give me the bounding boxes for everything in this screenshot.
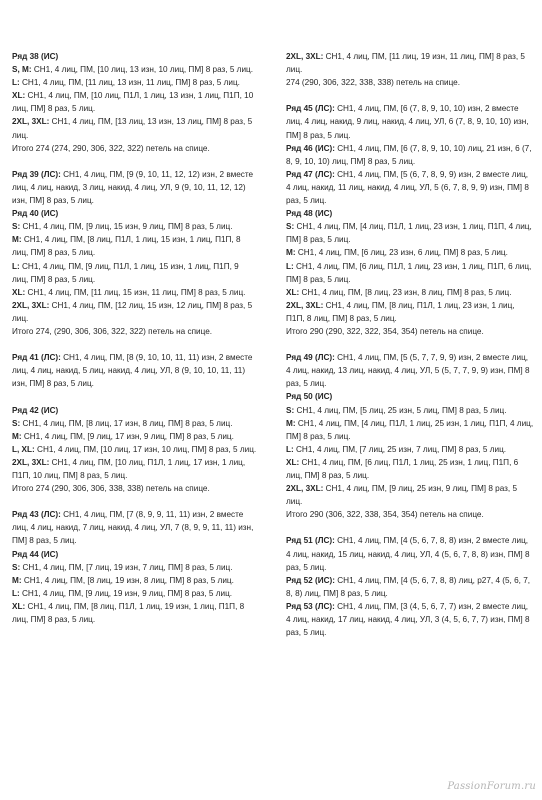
instruction-line bbox=[12, 142, 257, 155]
row-label: S: bbox=[12, 562, 21, 572]
row-label: M: bbox=[12, 235, 22, 245]
row-text: Итого 290 (290, 322, 322, 354, 354) петель на спице. bbox=[286, 326, 484, 336]
instruction-line bbox=[12, 443, 257, 456]
row-text: СН1, 4 лиц, ПМ, [5 лиц, 25 изн, 5 лиц, ПМ] 8 раз, 5 лиц. bbox=[294, 405, 507, 415]
row-text: 274 (290, 306, 322, 338, 338) петель на спице. bbox=[286, 78, 461, 88]
row-label: XL: bbox=[12, 91, 26, 101]
instruction-line bbox=[12, 587, 257, 600]
instruction-line bbox=[286, 600, 534, 639]
row-label: M: bbox=[12, 575, 22, 585]
instruction-block bbox=[12, 168, 257, 338]
row-label: L: bbox=[12, 588, 20, 598]
row-label: XL: bbox=[12, 287, 26, 297]
instruction-block bbox=[286, 534, 534, 639]
instruction-line bbox=[12, 63, 257, 76]
row-text: СН1, 4 лиц, ПМ, [9 лиц, 19 изн, 9 лиц, ПМ] 8 раз, 5 лиц. bbox=[19, 588, 233, 598]
row-label: 2XL, 3XL: bbox=[12, 117, 50, 127]
instruction-line bbox=[12, 430, 257, 443]
instruction-line bbox=[12, 325, 257, 338]
instruction-block bbox=[286, 50, 534, 89]
row-text: СН1, 4 лиц, ПМ, [9 лиц, П1Л, 1 лиц, 15 изн, 1 лиц, П1П, 9 лиц, ПМ] 8 раз, 5 лиц. bbox=[12, 261, 239, 284]
instruction-line bbox=[12, 482, 257, 495]
instruction-line bbox=[286, 508, 534, 521]
row-label: M: bbox=[286, 418, 296, 428]
instruction-line bbox=[286, 482, 534, 508]
row-label: XL: bbox=[286, 287, 300, 297]
instruction-block bbox=[12, 508, 257, 626]
row-label: Ряд 52 (ИС): bbox=[286, 575, 335, 585]
row-text: СН1, 4 лиц, ПМ, [8 лиц, П1Л, 1 лиц, 23 изн, 1 лиц, П1П, 8 лиц, ПМ] 8 раз, 5 лиц. bbox=[286, 300, 515, 323]
instruction-line bbox=[286, 76, 534, 89]
row-label: 2XL, 3XL: bbox=[286, 300, 324, 310]
row-label: Ряд 38 (ИС) bbox=[12, 52, 59, 61]
row-text: СН1, 4 лиц, ПМ, [10 лиц, 17 изн, 10 лиц, ПМ] 8 раз, 5 лиц. bbox=[34, 444, 257, 454]
instruction-line bbox=[286, 417, 534, 443]
instruction-line bbox=[286, 286, 534, 299]
row-label: L, XL: bbox=[12, 444, 35, 454]
row-label: 2XL, 3XL: bbox=[286, 52, 324, 61]
instruction-line bbox=[12, 115, 257, 141]
row-text: СН1, 4 лиц, ПМ, [7 лиц, 25 изн, 7 лиц, ПМ] 8 раз, 5 лиц. bbox=[293, 444, 507, 454]
instruction-line bbox=[286, 534, 534, 573]
row-text: Итого 274 (290, 306, 306, 338, 338) петель на спице. bbox=[12, 484, 210, 494]
row-label: S: bbox=[286, 222, 295, 232]
instruction-line bbox=[286, 142, 534, 168]
row-text: СН1, 4 лиц, ПМ, [9 лиц, 15 изн, 9 лиц, ПМ] 8 раз, 5 лиц. bbox=[20, 222, 233, 232]
instruction-line bbox=[12, 508, 257, 547]
instruction-line bbox=[12, 404, 257, 417]
row-label: Ряд 46 (ИС): bbox=[286, 143, 335, 153]
row-label: 2XL, 3XL: bbox=[286, 484, 324, 494]
row-label: Ряд 44 (ИС) bbox=[12, 549, 59, 559]
row-text: СН1, 4 лиц, ПМ, [4 лиц, П1Л, 1 лиц, 25 изн, 1 лиц, П1П, 4 лиц, ПМ] 8 раз, 5 лиц. bbox=[286, 418, 534, 441]
row-label: S: bbox=[286, 405, 295, 415]
row-label: Ряд 43 (ЛС): bbox=[12, 510, 61, 520]
row-label: 2XL, 3XL: bbox=[12, 300, 50, 310]
row-text: Итого 290 (306, 322, 338, 354, 354) петель на спице. bbox=[286, 510, 484, 520]
row-label: L: bbox=[12, 261, 20, 271]
row-text: СН1, 4 лиц, ПМ, [11 лиц, 15 изн, 11 лиц, ПМ] 8 раз, 5 лиц. bbox=[25, 287, 246, 297]
row-text: СН1, 4 лиц, ПМ, [4 (5, 6, 7, 8, 8) лиц, р27, 4 (5, 6, 7, 8, 8) лиц, ПМ] 8 раз, 5 лиц. bbox=[286, 575, 531, 598]
instruction-line bbox=[12, 50, 257, 63]
site-watermark: PassionForum.ru bbox=[447, 781, 536, 792]
instruction-line bbox=[12, 233, 257, 259]
row-text: СН1, 4 лиц, ПМ, [10 лиц, П1Л, 1 лиц, 17 изн, 1 лиц, П1П, 10 лиц, ПМ] 8 раз, 5 лиц. bbox=[12, 457, 246, 480]
instruction-line bbox=[286, 443, 534, 456]
instruction-line bbox=[12, 89, 257, 115]
row-text: СН1, 4 лиц, ПМ, [8 лиц, 23 изн, 8 лиц, ПМ] 8 раз, 5 лиц. bbox=[299, 287, 512, 297]
row-text: СН1, 4 лиц, ПМ, [10 лиц, 13 изн, 10 лиц, ПМ] 8 раз, 5 лиц. bbox=[31, 65, 253, 75]
instruction-line bbox=[12, 351, 257, 390]
instruction-line bbox=[12, 168, 257, 207]
row-text: СН1, 4 лиц, ПМ, [8 лиц, 19 изн, 8 лиц, ПМ] 8 раз, 5 лиц. bbox=[21, 575, 234, 585]
row-text: СН1, 4 лиц, ПМ, [4 (5, 6, 7, 8, 8) изн, 2 вместе лиц, 4 лиц, накид, 15 лиц, накид, 4 лиц, УЛ, 4 (5, 6, 7, 8, 8) изн, ПМ] 8 раз, 5 лиц. bbox=[286, 536, 530, 572]
instruction-block bbox=[12, 351, 257, 390]
row-text: СН1, 4 лиц, ПМ, [6 (7, 8, 9, 10, 10) лиц, 21 изн, 6 (7, 8, 9, 10, 10) лиц, ПМ] 8 раз, 5 лиц. bbox=[286, 143, 532, 166]
instruction-line bbox=[286, 220, 534, 246]
instruction-block bbox=[12, 50, 257, 155]
instruction-line bbox=[286, 299, 534, 325]
instruction-line bbox=[12, 299, 257, 325]
right-column bbox=[286, 50, 534, 652]
row-label: Ряд 49 (ЛС): bbox=[286, 353, 335, 363]
instruction-line bbox=[286, 390, 534, 403]
instruction-line bbox=[286, 325, 534, 338]
row-label: M: bbox=[12, 431, 22, 441]
row-label: S: bbox=[12, 222, 21, 232]
row-text: Итого 274, (290, 306, 306, 322, 322) петель на спице. bbox=[12, 326, 213, 336]
row-text: СН1, 4 лиц, ПМ, [5 (5, 7, 7, 9, 9) изн, 2 вместе лиц, 4 лиц, накид, 13 лиц, накид, 4 лиц, УЛ, 5 (5, 7, 7, 9, 9) изн, ПМ] 8 раз, 5 лиц. bbox=[286, 353, 530, 389]
row-text: СН1, 4 лиц, ПМ, [10 лиц, П1Л, 1 лиц, 13 изн, 1 лиц, П1П, 10 лиц, ПМ] 8 раз, 5 лиц. bbox=[12, 91, 254, 114]
row-text: СН1, 4 лиц, ПМ, [9 лиц, 25 изн, 9 лиц, ПМ] 8 раз, 5 лиц. bbox=[286, 484, 518, 507]
row-text: Итого 274 (274, 290, 306, 322, 322) петель на спице. bbox=[12, 143, 210, 153]
row-label: Ряд 41 (ЛС): bbox=[12, 353, 61, 363]
instruction-line bbox=[12, 548, 257, 561]
instruction-line bbox=[286, 168, 534, 207]
row-label: M: bbox=[286, 248, 296, 258]
instruction-line bbox=[286, 50, 534, 76]
row-text: СН1, 4 лиц, ПМ, [8 (9, 10, 10, 11, 11) изн, 2 вместе лиц, 4 лиц, накид, 5 лиц, накид, 4 лиц, УЛ, 8 (9, 10, 10, 11, 11) изн, ПМ] 8 раз, 5 лиц. bbox=[12, 353, 253, 389]
instruction-line bbox=[286, 456, 534, 482]
row-text: СН1, 4 лиц, ПМ, [6 (7, 8, 9, 10, 10) изн, 2 вместе лиц, 4 лиц, накид, 9 лиц, накид, 4 лиц, УЛ, 6 (7, 8, 9, 10, 10) изн, ПМ] 8 раз, 5 лиц. bbox=[286, 104, 529, 140]
row-label: L: bbox=[286, 444, 294, 454]
row-text: СН1, 4 лиц, ПМ, [6 лиц, 23 изн, 6 лиц, ПМ] 8 раз, 5 лиц. bbox=[295, 248, 508, 258]
row-text: СН1, 4 лиц, ПМ, [9 лиц, 17 изн, 9 лиц, ПМ] 8 раз, 5 лиц. bbox=[21, 431, 234, 441]
row-text: СН1, 4 лиц, ПМ, [8 лиц, П1Л, 1 лиц, 15 изн, 1 лиц, П1П, 8 лиц, ПМ] 8 раз, 5 лиц. bbox=[12, 235, 241, 258]
instruction-line bbox=[286, 246, 534, 259]
row-text: СН1, 4 лиц, ПМ, [4 лиц, П1Л, 1 лиц, 23 изн, 1 лиц, П1П, 4 лиц, ПМ] 8 раз, 5 лиц. bbox=[286, 222, 532, 245]
row-text: СН1, 4 лиц, ПМ, [8 лиц, П1Л, 1 лиц, 19 изн, 1 лиц, П1П, 8 лиц, ПМ] 8 раз, 5 лиц. bbox=[12, 601, 245, 625]
row-text: СН1, 4 лиц, ПМ, [3 (4, 5, 6, 7, 7) изн, 2 вместе лиц, 4 лиц, накид, 17 лиц, накид, 4 лиц, УЛ, 3 (4, 5, 6, 7, 7) изн, ПМ] 8 раз, 5 лиц. bbox=[286, 601, 530, 638]
row-label: Ряд 48 (ИС) bbox=[286, 209, 333, 219]
row-text: СН1, 4 лиц, ПМ, [7 лиц, 19 изн, 7 лиц, ПМ] 8 раз, 5 лиц. bbox=[20, 562, 233, 572]
instruction-line bbox=[12, 220, 257, 233]
row-text: СН1, 4 лиц, ПМ, [8 лиц, 17 изн, 8 лиц, ПМ] 8 раз, 5 лиц. bbox=[20, 418, 233, 428]
row-label: XL: bbox=[12, 601, 26, 611]
row-label: S: bbox=[12, 418, 21, 428]
instruction-line bbox=[12, 574, 257, 587]
row-text: СН1, 4 лиц, ПМ, [9 (9, 10, 11, 12, 12) изн, 2 вместе лиц, 4 лиц, накид, 3 лиц, накид, 4 лиц, УЛ, 9 (9, 10, 11, 12, 12) изн, ПМ] 8 раз, 5 лиц. bbox=[12, 169, 254, 206]
row-label: Ряд 40 (ИС) bbox=[12, 209, 59, 219]
instruction-line bbox=[12, 456, 257, 482]
instruction-line bbox=[12, 417, 257, 430]
row-text: СН1, 4 лиц, ПМ, [12 лиц, 15 изн, 12 лиц, ПМ] 8 раз, 5 лиц. bbox=[12, 300, 253, 323]
row-label: Ряд 51 (ЛС): bbox=[286, 536, 335, 546]
row-text: СН1, 4 лиц, ПМ, [6 лиц, П1Л, 1 лиц, 23 изн, 1 лиц, П1П, 6 лиц, ПМ] 8 раз, 5 лиц. bbox=[286, 261, 532, 284]
instruction-line bbox=[286, 574, 534, 600]
row-label: Ряд 47 (ЛС): bbox=[286, 169, 335, 179]
instruction-line bbox=[12, 207, 257, 220]
row-text: СН1, 4 лиц, ПМ, [6 лиц, П1Л, 1 лиц, 25 изн, 1 лиц, П1П, 6 лиц, ПМ] 8 раз, 5 лиц. bbox=[286, 457, 519, 480]
instruction-line bbox=[12, 600, 257, 626]
instruction-line bbox=[286, 351, 534, 390]
row-label: Ряд 45 (ЛС): bbox=[286, 104, 335, 114]
row-label: Ряд 39 (ЛС): bbox=[12, 169, 61, 179]
instruction-block bbox=[12, 404, 257, 496]
row-label: L: bbox=[286, 261, 294, 271]
row-label: 2XL, 3XL: bbox=[12, 457, 50, 467]
instruction-line bbox=[286, 404, 534, 417]
instruction-line bbox=[12, 286, 257, 299]
instruction-line bbox=[12, 561, 257, 574]
left-column bbox=[12, 50, 257, 639]
row-text: СН1, 4 лиц, ПМ, [13 лиц, 13 изн, 13 лиц, ПМ] 8 раз, 5 лиц. bbox=[12, 117, 253, 140]
row-label: Ряд 50 (ИС) bbox=[286, 392, 333, 402]
instruction-line bbox=[286, 207, 534, 220]
row-text: СН1, 4 лиц, ПМ, [11 лиц, 13 изн, 11 лиц, ПМ] 8 раз, 5 лиц. bbox=[19, 78, 240, 88]
instruction-block bbox=[286, 351, 534, 521]
row-label: L: bbox=[12, 78, 20, 88]
instruction-block bbox=[286, 102, 534, 338]
row-label: S, M: bbox=[12, 65, 32, 75]
row-text: СН1, 4 лиц, ПМ, [11 лиц, 19 изн, 11 лиц, ПМ] 8 раз, 5 лиц. bbox=[286, 52, 525, 75]
row-text: СН1, 4 лиц, ПМ, [7 (8, 9, 9, 11, 11) изн, 2 вместе лиц, 4 лиц, накид, 7 лиц, накид, 4 лиц, УЛ, 7 (8, 9, 9, 11, 11) изн, ПМ] 8 раз, 5 лиц. bbox=[12, 510, 254, 546]
row-text: СН1, 4 лиц, ПМ, [5 (6, 7, 8, 9, 9) изн, 2 вместе лиц, 4 лиц, накид, 11 лиц, накид, 4 лиц, УЛ, 5 (6, 7, 8, 9, 9) изн, ПМ] 8 раз, 5 лиц. bbox=[286, 169, 529, 206]
instruction-line bbox=[12, 76, 257, 89]
row-label: Ряд 42 (ИС) bbox=[12, 405, 59, 415]
instruction-line bbox=[286, 260, 534, 286]
instruction-line bbox=[286, 102, 534, 141]
row-label: XL: bbox=[286, 457, 300, 467]
row-label: Ряд 53 (ЛС): bbox=[286, 601, 335, 611]
instruction-line bbox=[12, 260, 257, 286]
